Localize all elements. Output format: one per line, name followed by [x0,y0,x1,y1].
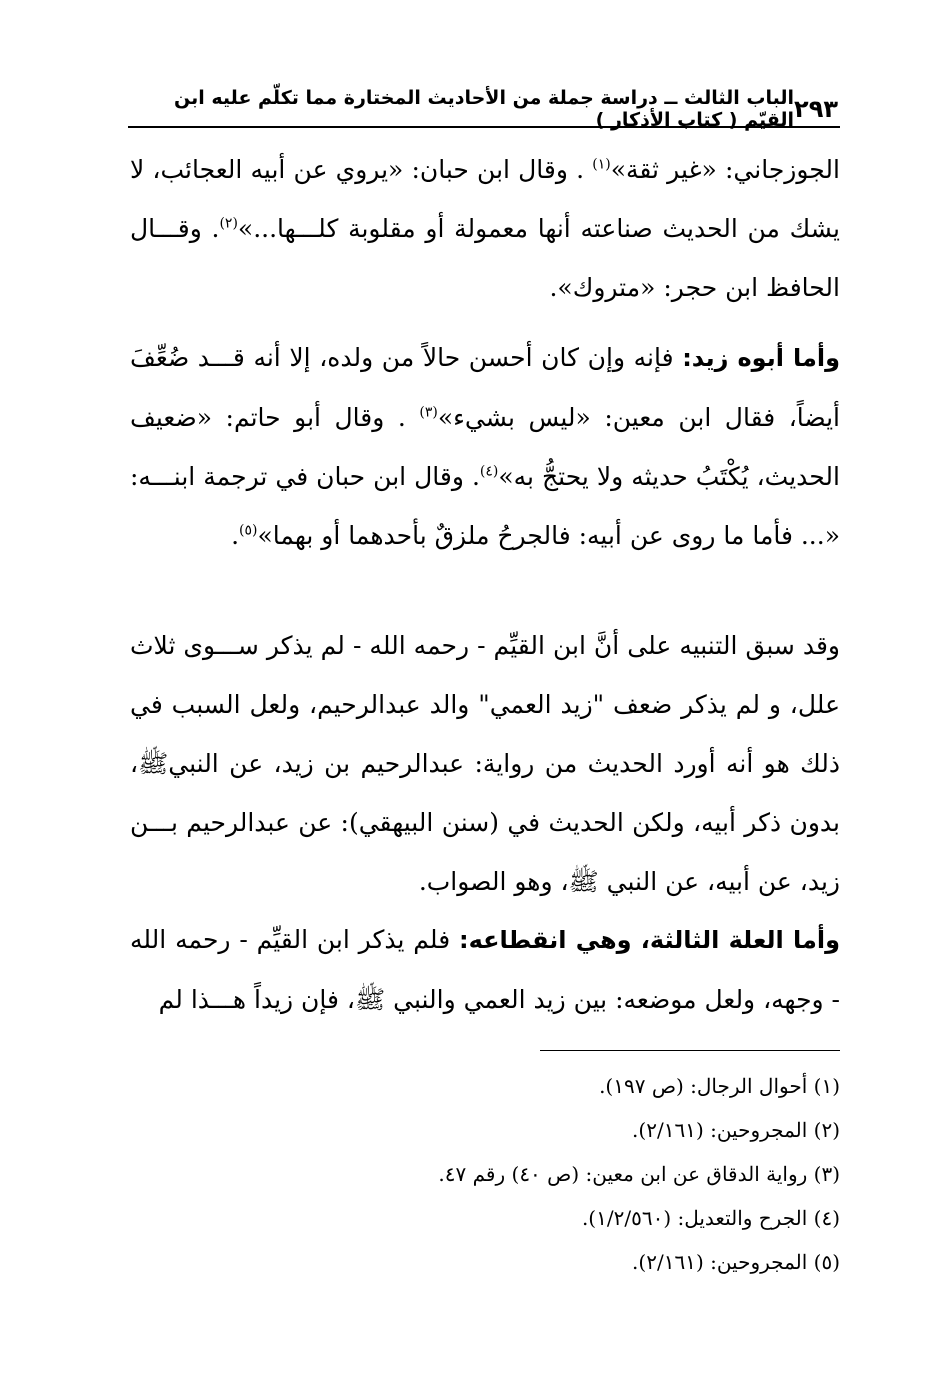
para1-text-a: الجوزجاني: «غير ثقة» [610,155,840,184]
para1-text-b: . وقال ابن حبان: «يروي عن أبيه العجائب، لا يشك من الحديث صناعته أنها معمولة أو مقلوبة كلـــها...» [130,155,840,243]
footnote-4: (٤) الجرح والتعديل: (١/٢/٥٦٠). [581,1206,840,1230]
para3-text: وقد سبق التنبيه على أنَّ ابن القيِّم - رحمه الله - لم يذكر ســـوى ثلاث علل، و لم يذكر ضعف "زيد العمي" والد عبدالرحيم، ولعل السبب في ذلك هو أنه أورد الحديث من رواية: عبدالرحيم بن زيد، عن النبيﷺ، بدون ذكر أبيه، ولكن الحديث في (سنن البيهقي): عن عبدالرحيم بـــن زيد، عن أبيه، عن النبي ﷺ، وهو الصواب. [130,631,840,896]
para4-text: فلم يذكر ابن القيِّم - رحمه الله - وجهه، ولعل موضعه: بين زيد العمي والنبي ﷺ، فإن زيداً هـــذا لم [130,925,840,1014]
para4-lead: وأما العلة الثالثة، وهي انقطاعه: [459,926,841,954]
footnote-1: (١) أحوال الرجال: (ص ١٩٧). [599,1074,840,1098]
paragraph-1 [130,140,840,317]
footnote-2: (٢) المجروحين: (٢/١٦١). [632,1118,840,1142]
page-number: ٢٩٣ [794,95,838,123]
footnote-separator [540,1050,840,1051]
header-rule [128,126,840,128]
footnote-ref-4[interactable]: (٤) [479,463,499,480]
footnote-ref-3[interactable]: (٣) [419,404,438,421]
footnote-ref-5[interactable]: (٥) [239,522,258,539]
para2-lead: وأما أبوه زيد: [682,344,840,372]
footnote-ref-2[interactable]: (٢) [219,215,238,232]
footnote-5: (٥) المجروحين: (٢/١٦١). [632,1250,840,1274]
header-title: الباب الثالث ــ دراسة جملة من الأحاديث المختارة مما تكلّم عليه ابن القيّم ( كتاب الأذكار ) [174,87,795,131]
para2-text-d: . [231,521,240,550]
paragraph-4 [130,910,840,1029]
paragraph-2 [130,328,840,565]
para1-text-c: . وقـــال الحافظ ابن حجر: «متروك». [130,214,840,302]
footnote-ref-1[interactable]: (١) [592,156,611,173]
footnote-3: (٣) رواية الدقاق عن ابن معين: (ص ٤٠) رقم ٤٧. [438,1162,840,1186]
paragraph-3 [130,616,840,911]
running-header [128,87,838,131]
para2-text-b: . وقال أبو حاتم: «ضعيف الحديث، يُكْتَبُ حديثه ولا يحتجُّ به» [130,403,840,491]
para2-text-a: فإنه وإن كان أحسن حالاً من ولده، إلا أنه قـــد ضُعِّفَ أيضاً، فقال ابن معين: «ليس بشيء» [130,343,840,432]
footnotes [130,1064,840,1284]
para2-text-c: . وقال ابن حبان في ترجمة ابنـــه: «... فأما ما روى عن أبيه: فالجرحُ ملزقٌ بأحدهما أو بهما» [130,462,840,550]
